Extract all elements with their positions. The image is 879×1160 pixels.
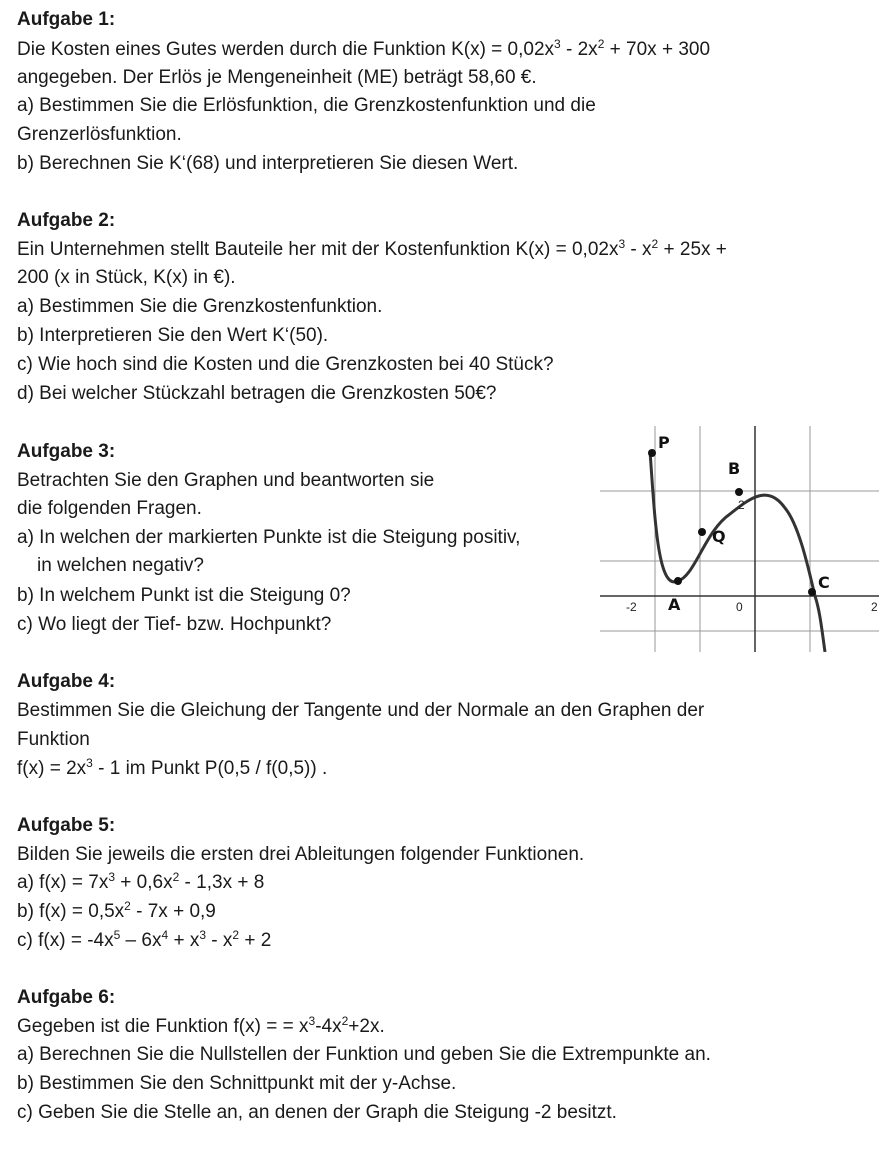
aufgabe-6-part-a: a) Berechnen Sie die Nullstellen der Funktion und geben Sie die Extrempunkte an.: [17, 1044, 711, 1065]
aufgabe-1-line-2: angegeben. Der Erlös je Mengeneinheit (ME) beträgt 58,60 €.: [17, 67, 537, 88]
aufgabe-2-part-a: a) Bestimmen Sie die Grenzkostenfunktion.: [17, 296, 383, 317]
label-c: C: [818, 573, 830, 592]
aufgabe-3-line-2: die folgenden Fragen.: [17, 498, 202, 519]
aufgabe-4-title: Aufgabe 4:: [17, 671, 116, 692]
label-a: A: [668, 595, 681, 614]
aufgabe-3-part-a-cont: in welchen negativ?: [37, 555, 204, 576]
aufgabe-2-line-2: 200 (x in Stück, K(x) in €).: [17, 267, 236, 288]
aufgabe-6-part-b: b) Bestimmen Sie den Schnittpunkt mit der y-Achse.: [17, 1073, 457, 1094]
aufgabe-5-part-b: b) $f(x) = 0,5x^2 - 7x + 0,9$: [17, 899, 216, 922]
aufgabe-1-line-1: Die Kosten eines Gutes werden durch die Funktion $K(x) = 0,02x^3 - 2x^2 + 70x + 300$: [17, 37, 711, 60]
aufgabe-3-part-a: a) In welchen der markierten Punkte ist die Steigung positiv,: [17, 527, 521, 548]
tick-0: 0: [736, 600, 743, 614]
label-b: B: [728, 459, 741, 478]
tick-minus-2: -2: [626, 600, 637, 614]
aufgabe-1-part-a-cont: Grenzerlösfunktion.: [17, 124, 182, 145]
point-b: [735, 488, 743, 496]
aufgabe-6-line-1: Gegeben ist die Funktion f(x) = = $x^3-4x^2+2x$.: [17, 1014, 385, 1037]
aufgabe-2-line-1: Ein Unternehmen stellt Bauteile her mit der Kostenfunktion $K(x) = 0,02x^3 - x^2 + 25x$ +: [17, 237, 727, 260]
function-curve: [650, 451, 825, 652]
aufgabe-3-line-1: Betrachten Sie den Graphen und beantworten sie: [17, 470, 435, 491]
aufgabe-6-part-c: c) Geben Sie die Stelle an, an denen der Graph die Steigung -2 besitzt.: [17, 1102, 617, 1123]
aufgabe-5-line-1: Bilden Sie jeweils die ersten drei Ableitungen folgender Funktionen.: [17, 844, 585, 865]
aufgabe-4-line-2: Funktion: [17, 729, 90, 750]
point-q: [698, 528, 706, 536]
aufgabe-1-part-a: a) Bestimmen Sie die Erlösfunktion, die Grenzkostenfunktion und die: [17, 95, 596, 116]
aufgabe-4-line-1: Bestimmen Sie die Gleichung der Tangente und der Normale an den Graphen der: [17, 700, 705, 721]
aufgabe-2-title: Aufgabe 2:: [17, 210, 116, 231]
aufgabe-4-line-3: $f(x) = 2x^3 - 1$ im Punkt P(0,5 / f(0,5)) .: [17, 756, 328, 779]
aufgabe-2-part-d: d) Bei welcher Stückzahl betragen die Grenzkosten 50€?: [17, 383, 497, 404]
function-graph: [600, 426, 879, 652]
aufgabe-5-part-a: a) $f(x) = 7x^3 + 0,6x^2 - 1,3x + 8$: [17, 870, 265, 893]
aufgabe-1-title: Aufgabe 1:: [17, 9, 116, 30]
point-a: [674, 577, 682, 585]
tick-y-2: 2: [738, 498, 745, 512]
aufgabe-2-part-b: b) Interpretieren Sie den Wert K‘(50).: [17, 325, 329, 346]
label-p: P: [658, 433, 670, 452]
label-q: Q: [712, 527, 726, 546]
aufgabe-3-title: Aufgabe 3:: [17, 441, 116, 462]
aufgabe-5-part-c: c) $f(x) = -4x^5 - 6x^4 + x^3 - x^2 + 2$: [17, 928, 272, 951]
point-p: [648, 449, 656, 457]
aufgabe-5-title: Aufgabe 5:: [17, 815, 116, 836]
aufgabe-6-title: Aufgabe 6:: [17, 987, 116, 1008]
aufgabe-3-part-b: b) In welchem Punkt ist die Steigung 0?: [17, 585, 351, 606]
aufgabe-3-part-c: c) Wo liegt der Tief- bzw. Hochpunkt?: [17, 614, 332, 635]
point-c: [808, 588, 816, 596]
aufgabe-2-part-c: c) Wie hoch sind die Kosten und die Grenzkosten bei 40 Stück?: [17, 354, 554, 375]
aufgabe-1-part-b: b) Berechnen Sie K‘(68) und interpretieren Sie diesen Wert.: [17, 153, 519, 174]
tick-x-2: 2: [871, 600, 878, 614]
